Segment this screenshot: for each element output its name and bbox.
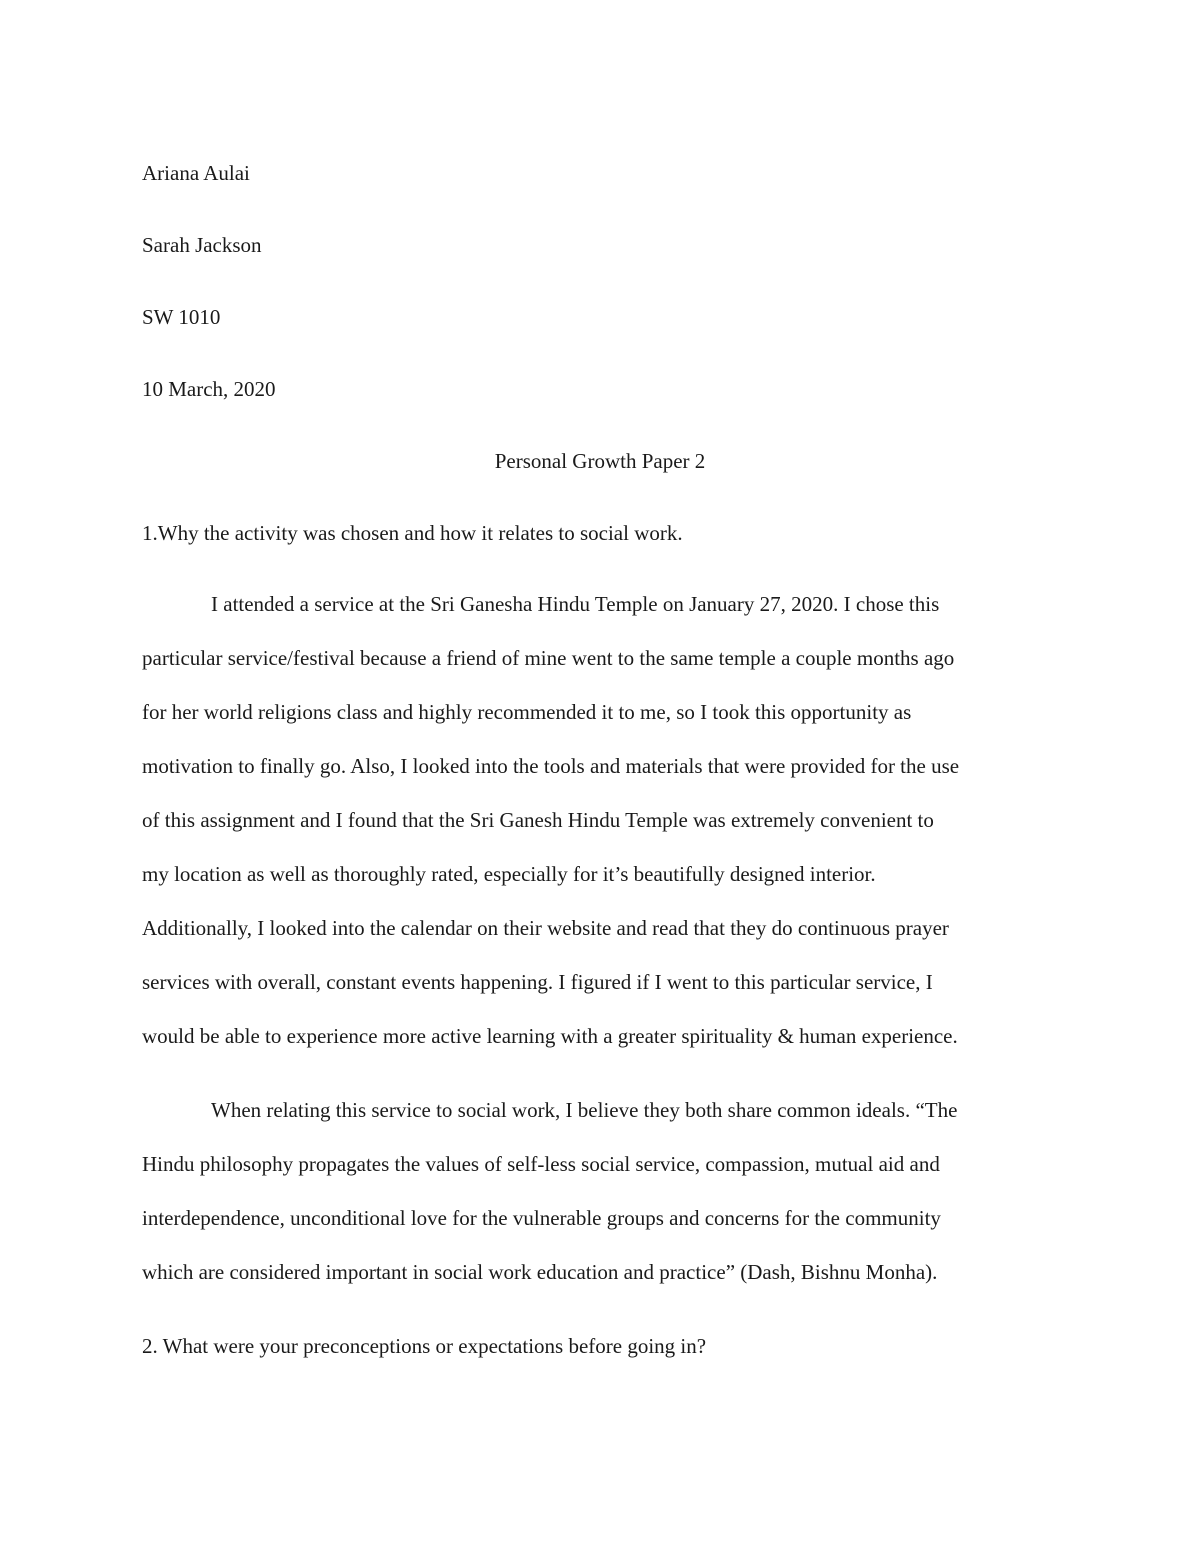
section-2-heading: 2. What were your preconceptions or expectations before going in? [142,1334,707,1358]
paper-date: 10 March, 2020 [142,377,276,401]
paragraph-1-line: particular service/festival because a friend of mine went to the same temple a couple months ago [142,646,955,670]
paragraph-1-line: services with overall, constant events happening. I figured if I went to this particular service, I [142,970,933,994]
paragraph-1-line: I attended a service at the Sri Ganesha Hindu Temple on January 27, 2020. I chose this [211,592,940,616]
paragraph-1-line: my location as well as thoroughly rated, especially for it’s beautifully designed interior. [142,862,876,886]
paragraph-2-line: When relating this service to social work, I believe they both share common ideals. “The [211,1098,958,1122]
section-1-heading: 1.Why the activity was chosen and how it relates to social work. [142,521,683,545]
paragraph-1-line: for her world religions class and highly recommended it to me, so I took this opportunity as [142,700,912,724]
course-code: SW 1010 [142,305,221,329]
paragraph-2-line: which are considered important in social work education and practice” (Dash, Bishnu Monha). [142,1260,938,1284]
paragraph-2-line: Hindu philosophy propagates the values of self-less social service, compassion, mutual aid and [142,1152,940,1176]
instructor-name: Sarah Jackson [142,233,262,257]
paragraph-1-line: Additionally, I looked into the calendar on their website and read that they do continuous prayer [142,916,949,940]
paper-title: Personal Growth Paper 2 [494,449,706,473]
paragraph-1-line: of this assignment and I found that the Sri Ganesh Hindu Temple was extremely convenient to [142,808,934,832]
paragraph-1-line: motivation to finally go. Also, I looked into the tools and materials that were provided for the use [142,754,960,778]
paragraph-2-line: interdependence, unconditional love for the vulnerable groups and concerns for the community [142,1206,941,1230]
paragraph-1-line: would be able to experience more active learning with a greater spirituality & human experience. [142,1024,958,1048]
author-name: Ariana Aulai [142,161,250,185]
